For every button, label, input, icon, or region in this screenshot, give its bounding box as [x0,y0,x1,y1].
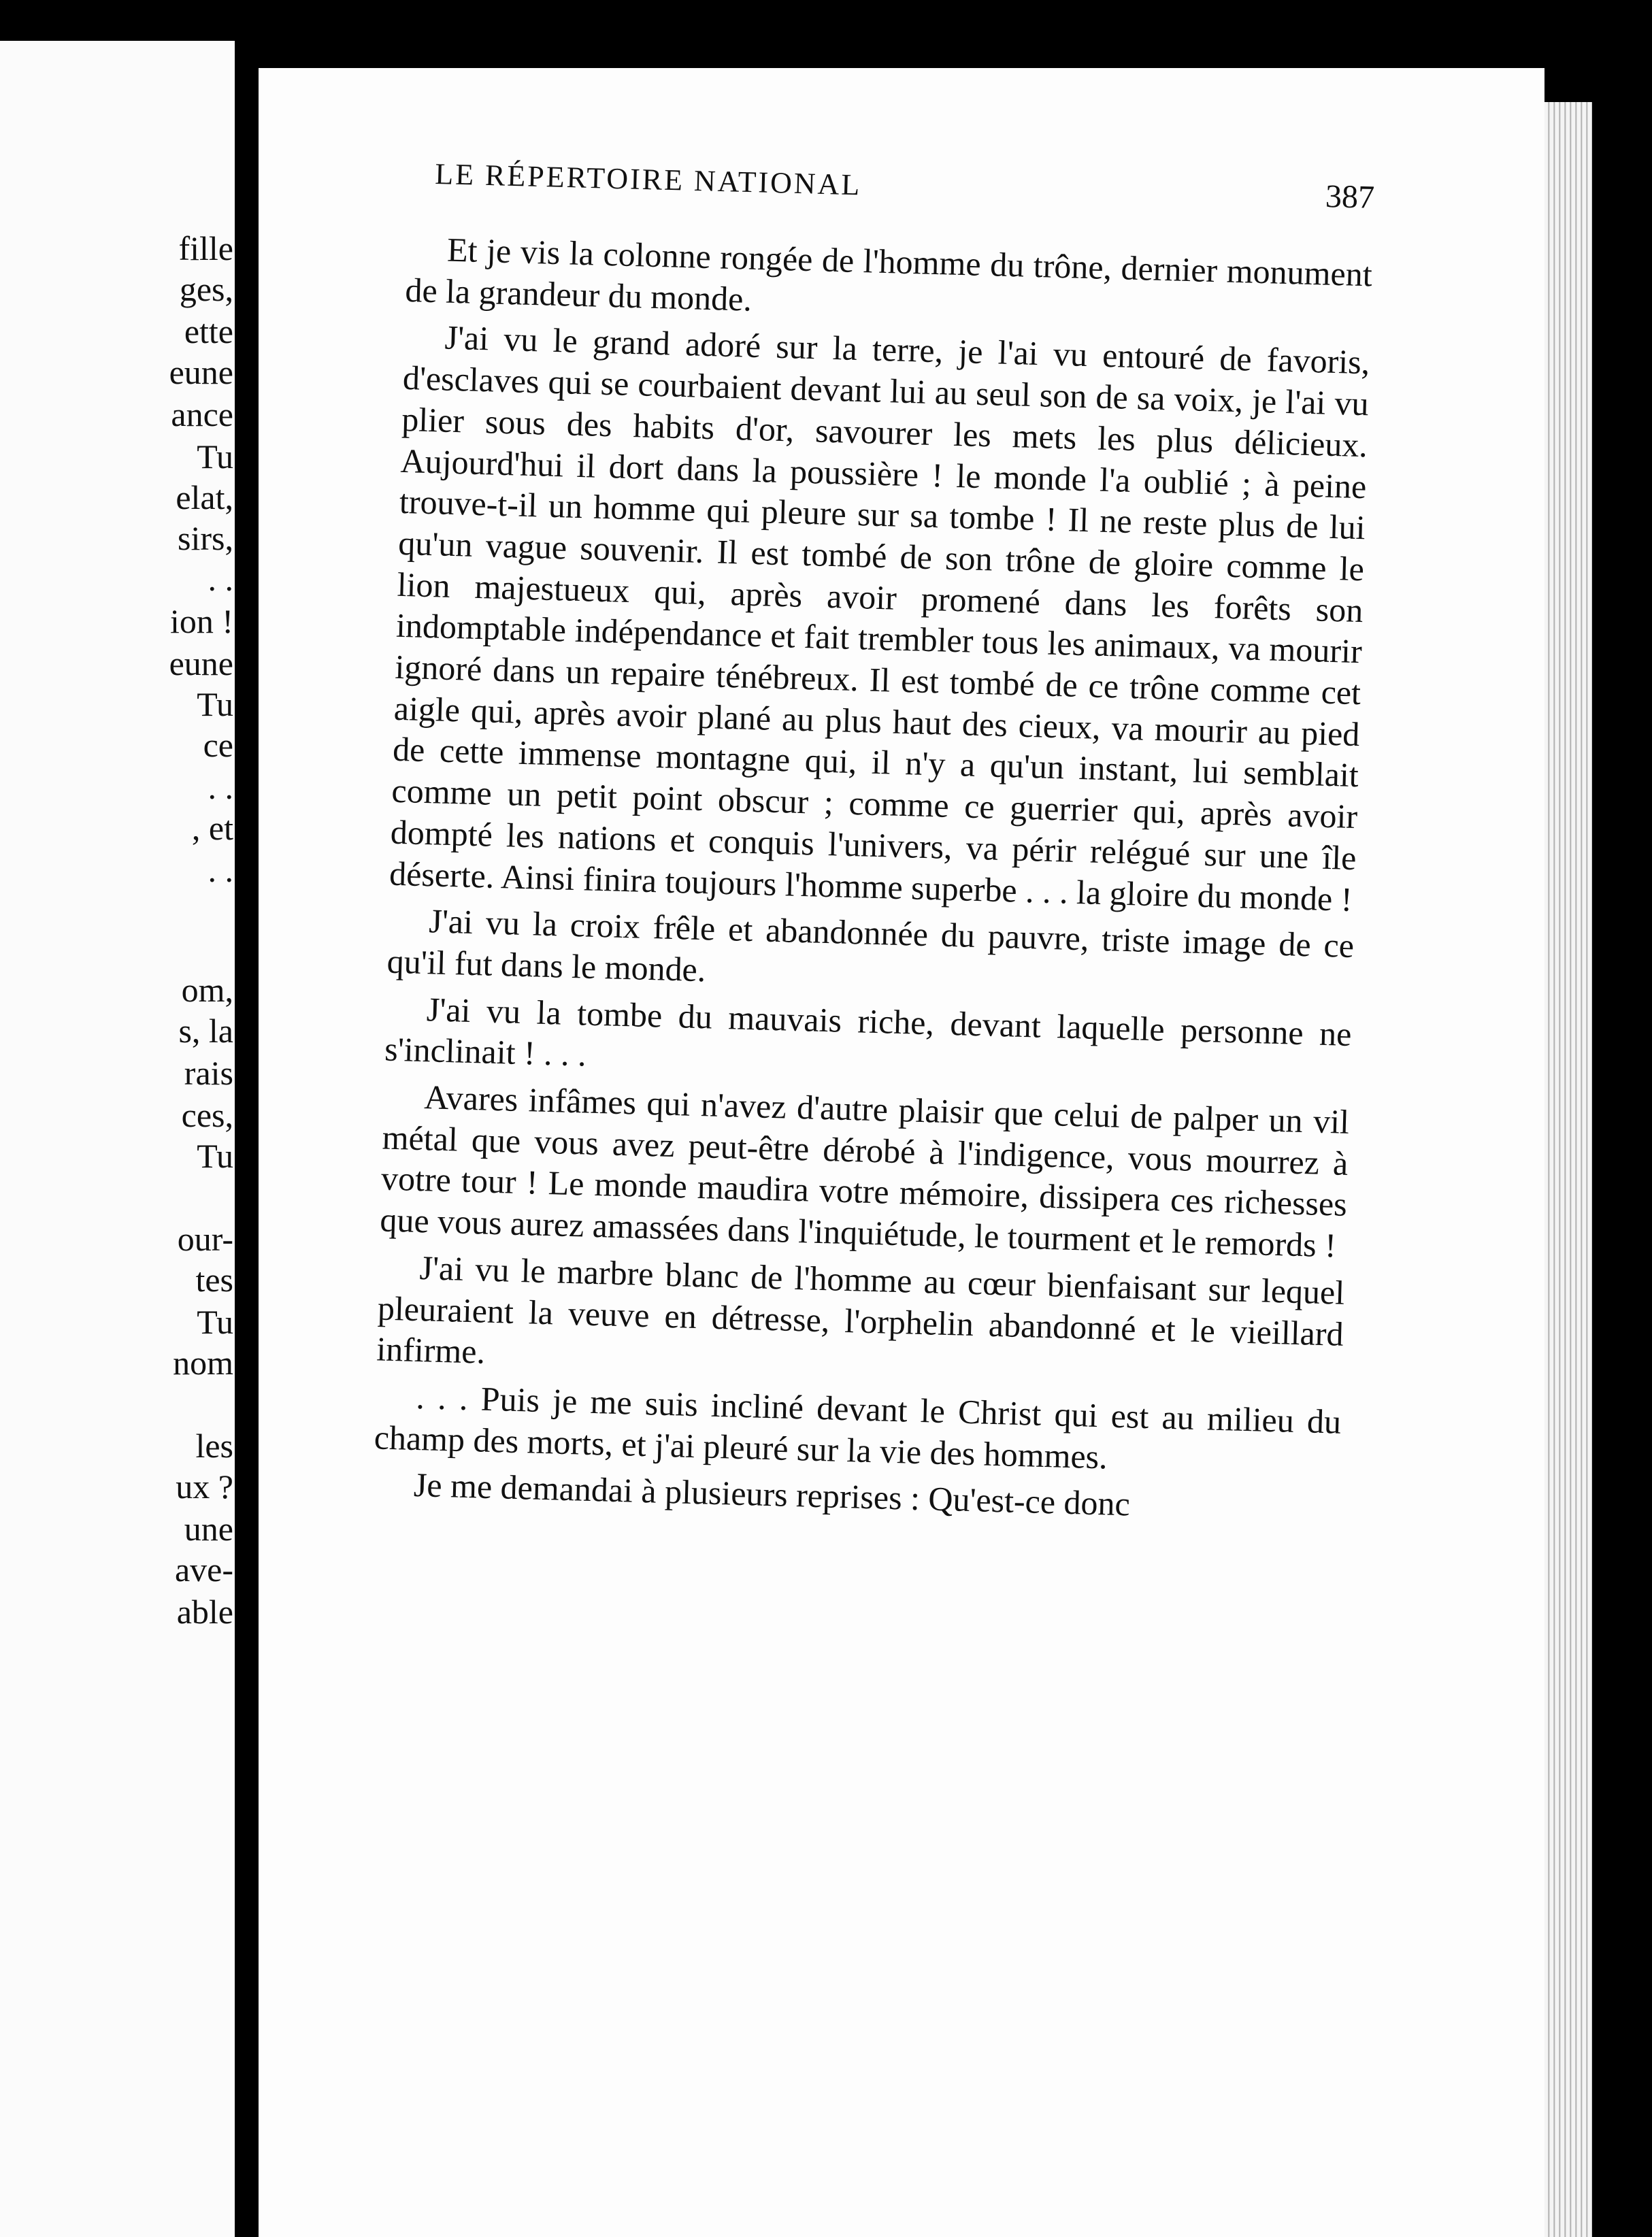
scan-border [1592,0,1652,2237]
left-page-text-fragment: Tu [197,1303,233,1341]
left-page-text-fragment: . . [208,851,233,889]
left-page-text-fragment: able [176,1593,233,1631]
left-page-text-fragment: . . [208,768,233,806]
running-head: LE RÉPERTOIRE NATIONAL [434,156,862,202]
left-page-text-fragment: , et [191,809,233,847]
body-text [372,228,1372,1536]
left-page-text-fragment: eune [169,644,233,682]
left-page-text-fragment: om, [181,971,233,1009]
left-page-text-fragment: ux ? [176,1468,233,1506]
left-page-text-fragment: fille [178,229,233,267]
page-edges [1544,102,1592,2237]
left-page-text-fragment: les [195,1427,233,1465]
paragraph: Je me demandai à plusieurs reprises : Qu'est-ce donc [413,1465,1131,1523]
left-page-text-fragment: ave- [174,1551,233,1589]
left-page-text-fragment: . . [208,560,233,598]
left-page-text-fragment: ces, [181,1096,233,1134]
left-page-text-fragment: ges, [179,270,233,308]
paragraph: J'ai vu la croix frêle et abandonnée du pauvre, triste image de ce qu'il fut dans le monde. [386,901,1355,989]
left-page [0,41,235,2237]
paragraph: Et je vis la colonne rongée de l'homme du trône, dernier monument de la grandeur du monde. [404,230,1373,318]
left-page-text-fragment: elat, [176,478,233,516]
left-page-text-fragment: s, la [178,1012,233,1050]
left-page-text-fragment: tes [195,1261,233,1299]
left-page-text-fragment: ance [171,395,233,433]
left-page-text-fragment: ion ! [169,602,233,640]
paragraph: J'ai vu le grand adoré sur la terre, je l'ai vu entouré de favoris, d'esclaves qui se courbaient devant lui au seul son de sa voix, je l'ai vu plier sous des habits d'or, savourer les mets les plus délicieux. Aujourd'hui il dort dans la poussière ! le monde l'a oublié ; à peine trouve-t-il un homme qui pleure sur sa tombe ! Il ne reste plus de lui qu'un vague souvenir. Il est tombé de son trône de gloire comme le lion majestueux qui, après avoir promené dans les forêts son indomptable indépendance et fait trembler tous les animaux, va mourir ignoré dans un repaire ténébreux. Il est tombé de ce trône comme cet aigle qui, après avoir plané au plus haut des cieux, va mourir au pied de cette immense montagne qui, il n'y a qu'un instant, lui semblait comme un petit point obscur ; comme ce guerrier qui, après avoir dompté les nations et conquis l'univers, va périr relégué sur une île déserte. Ainsi finira toujours l'homme superbe . . . la gloire du monde ! [389,318,1370,918]
left-page-text-fragment: ce [203,726,233,764]
left-page-text-fragment: une [184,1510,233,1548]
left-page-text-fragment: our- [177,1220,233,1258]
book-gutter [235,0,259,2237]
left-page-text-fragment: Tu [197,1137,233,1175]
paragraph: J'ai vu le marbre blanc de l'homme au cœur bienfaisant sur lequel pleuraient la veuve en détresse, l'orphelin abandonné et le vieillard infirme. [376,1248,1345,1371]
paragraph: Avares infâmes qui n'avez d'autre plaisir que celui de palper un vil métal que vous avez peut-être dérobé à l'indigence, vous mourrez à votre tour ! Le monde maudira votre mémoire, dissipera ces richesses que vous aurez amassées dans l'inquiétude, le tourment et le remords ! [379,1078,1350,1265]
left-page-text-fragment: nom [173,1344,233,1382]
left-page-text-fragment: Tu [197,437,233,476]
paragraph: J'ai vu la tombe du mauvais riche, devant laquelle personne ne s'inclinait ! . . . [384,989,1353,1074]
left-page-text-fragment: Tu [197,685,233,723]
paragraph: . . . Puis je me suis incliné devant le Christ qui est au milieu du champ des morts, et j'ai pleuré sur la vie des hommes. [374,1377,1342,1476]
left-page-text-fragment: eune [169,353,233,391]
page-number: 387 [1325,178,1375,216]
left-page-text-fragment: sirs, [178,519,233,557]
left-page-text-fragment: rais [184,1054,233,1092]
left-page-text-fragment: ette [184,312,233,350]
